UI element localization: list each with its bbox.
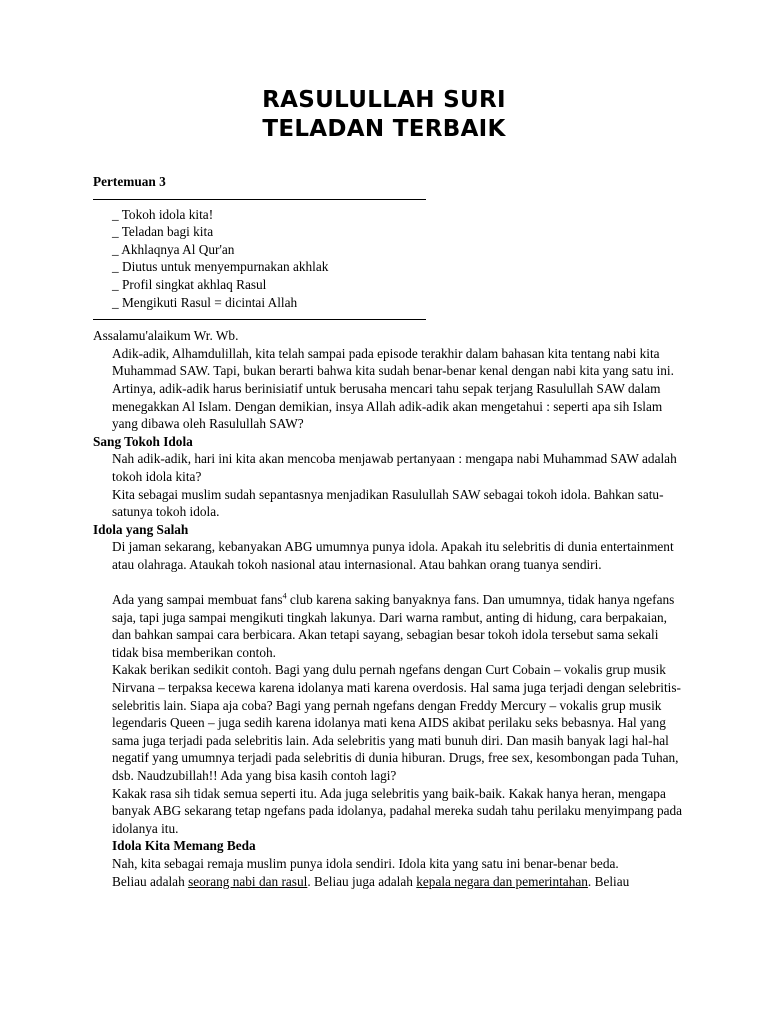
paragraph bbox=[112, 591, 683, 661]
underlined-text: kepala negara dan pemerintahan bbox=[416, 873, 588, 889]
paragraph: Di jaman sekarang, kebanyakan ABG umumnya punya idola. Apakah itu selebritis di dunia entertainment atau olahraga. Ataukah tokoh nasional atau internasional. Atau bahkan orang tuanya sendiri. bbox=[112, 539, 674, 572]
topic-item: _ Tokoh idola kita! bbox=[112, 206, 214, 222]
title-line-2: TELADAN TERBAIK bbox=[262, 115, 506, 142]
paragraph: Kita sebagai muslim sudah sepantasnya menjadikan Rasulullah SAW sebagai tokoh idola. Bahkan satu-satunya tokoh idola. bbox=[112, 486, 664, 520]
paragraph: Nah adik-adik, hari ini kita akan mencoba menjawab pertanyaan : mengapa nabi Muhammad SAW adalah tokoh idola kita? bbox=[112, 451, 677, 484]
text-run: Ada yang sampai membuat fans bbox=[112, 592, 283, 608]
divider-bottom bbox=[93, 319, 424, 320]
text-run: Nah, kita sebagai remaja muslim punya idola sendiri. Idola kita yang satu ini benar-benar beda. bbox=[112, 855, 619, 871]
paragraph: Kakak berikan sedikit contoh. Bagi yang dulu pernah ngefans dengan Curt Cobain – vokalis grup musik Nirvana – terpaksa kecewa karena idolanya mati karena overdosis. Hal sama juga terjadi dengan selebritis-selebritis lain. Siapa aja coba? Bagi yang pernah ngefans dengan Freddy Mercury – vokalis grup musik legendaris Queen – juga sedih karena idolanya mati kena AIDS akibat perilaku seks bebasnya. Hal yang sama juga terjadi pada selebritis lain. Ada selebritis yang mati bunuh diri. Dan masih banyak lagi hal-hal negatif yang umumnya terjadi pada selebritis di dunia hiburan. Drugs, free sex, kesombongan pada Tuhan, dsb. Naudzubillah!! Ada yang bisa kasih contoh lagi? bbox=[112, 662, 681, 783]
topic-item: _ Akhlaqnya Al Qur'an bbox=[112, 241, 235, 257]
text-run: club karena saking banyaknya fans. Dan umumnya, tidak hanya ngefans saja, tapi juga sampai mengikuti tingkah lakunya. Dari warna rambut, anting di hidung, cara berpakaian, dan bahkan sampai cara berbicara. Akan tetapi sayang, sebagian besar tokoh idola tersebut sama sekali tidak bisa memberikan contoh. bbox=[112, 592, 675, 660]
document-title bbox=[0, 86, 768, 143]
subsection-heading: Idola Kita Memang Beda bbox=[112, 838, 256, 854]
topic-item: _ Mengikuti Rasul = dicintai Allah bbox=[112, 294, 298, 310]
topic-item: _ Profil singkat akhlaq Rasul bbox=[112, 276, 267, 292]
topic-item: _ Teladan bagi kita bbox=[112, 224, 214, 240]
text-run: Beliau adalah bbox=[112, 873, 189, 889]
section-heading: Idola yang Salah bbox=[93, 521, 189, 537]
document-body bbox=[93, 173, 683, 890]
topic-list bbox=[112, 206, 683, 312]
title-line-1: RASULULLAH SURI bbox=[262, 87, 506, 113]
meeting-label: Pertemuan 3 bbox=[93, 174, 166, 189]
blank-line bbox=[93, 573, 683, 591]
paragraph bbox=[112, 855, 683, 890]
topic-item: _ Diutus untuk menyempurnakan akhlak bbox=[112, 259, 329, 275]
intro-paragraph: Adik-adik, Alhamdulillah, kita telah sampai pada episode terakhir dalam bahasan kita tentang nabi kita Muhammad SAW. Tapi, bukan berarti bahwa kita sudah benar-benar kenal dengan nabi kita yang satu ini. Artinya, adik-adik harus berinisiatif untuk berusaha mencari tahu sepak terjang Rasulullah SAW dalam menegakkan Al Islam. Dengan demikian, insya Allah adik-adik akan mengetahui : seperti apa sih Islam yang dibawa oleh Rasulullah SAW? bbox=[112, 345, 674, 432]
divider-top bbox=[93, 199, 424, 200]
text-run: . Beliau juga adalah bbox=[307, 873, 417, 889]
greeting: Assalamu'alaikum Wr. Wb. bbox=[93, 328, 239, 344]
paragraph: Kakak rasa sih tidak semua seperti itu. Ada juga selebritis yang baik-baik. Kakak hanya heran, mengapa banyak ABG sekarang tetap ngefans pada idolanya, padahal mereka sudah tahu perilaku menyimpang pada idolanya itu. bbox=[112, 785, 683, 836]
text-run: . Beliau bbox=[587, 873, 630, 889]
footnote-marker: 4 bbox=[282, 591, 287, 601]
section-heading: Sang Tokoh Idola bbox=[93, 433, 193, 449]
underlined-text: seorang nabi dan rasul bbox=[188, 873, 308, 889]
